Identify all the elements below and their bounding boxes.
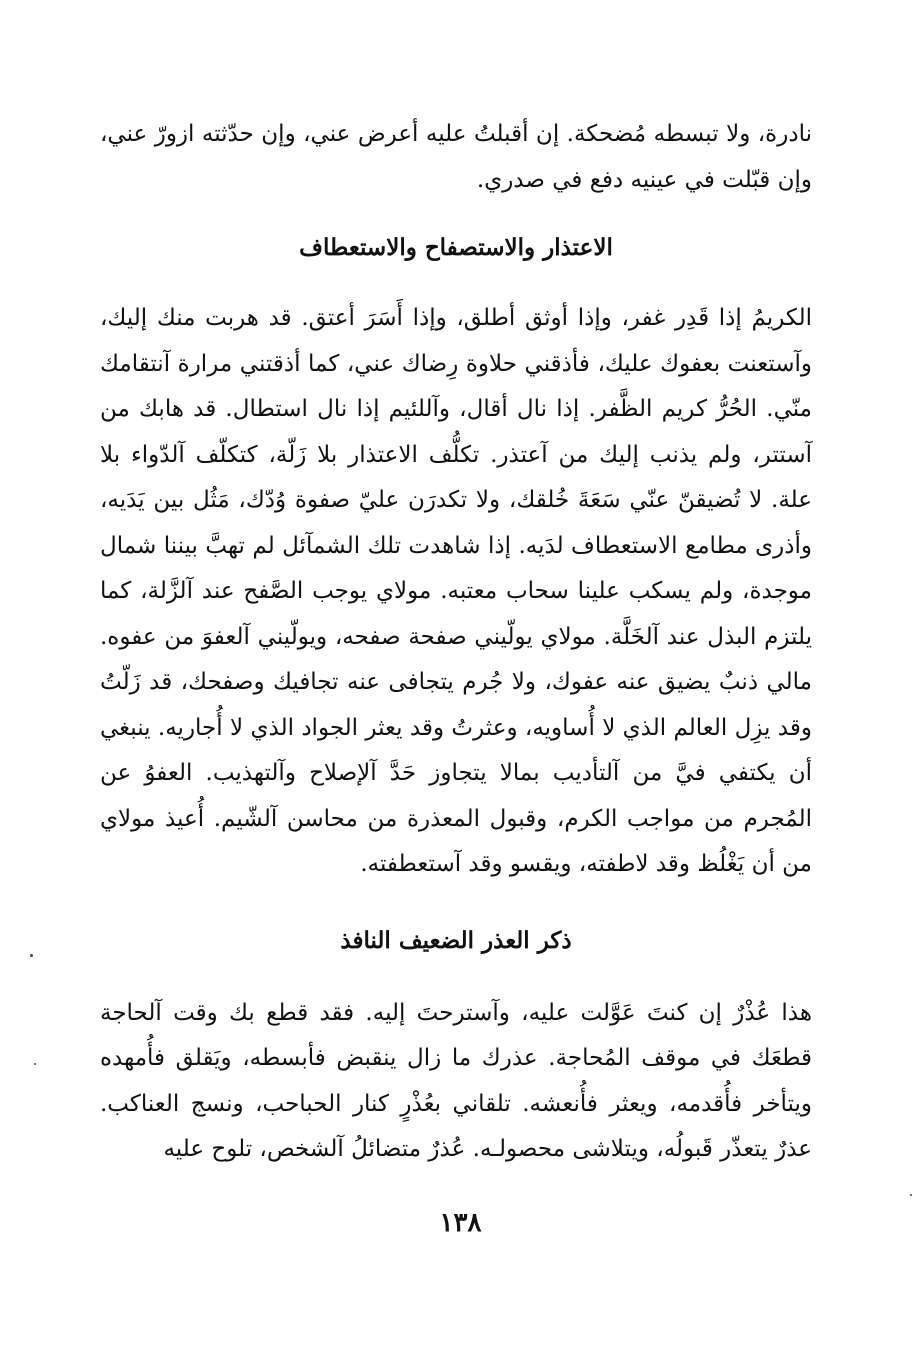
page-number: ١٣٨	[439, 1208, 482, 1238]
section-paragraph-apology: الكريمُ إذا قَدِر غفر، وإذا أوثق أطلق، وإذا أَسَرَ أعتق. قد هربت منك إليك، وآستعنت بعفوك عليك، فأذقني حلاوة رِضاك عني، كما أذقتني مرارة آنتقامك منّي. الحُرُّ كريم الظَّفر. إذا نال أقال، وآللئيم إذا نال استطال. قد هابك من آستتر، ولم يذنب إليك من آعتذر. تكلُّف الاعتذار بلا زَلّة، كتكلّف آلدّواء بلا علة. لا تُضيقنّ عنّي سَعَةَ خُلقك، ولا تكدرَن عليّ صفوة وُدّك، مَثُل بين يَدَيه، وأذرى مطامع الاستعطاف لدَيه. إذا شاهدت تلك الشمآئل لم تهبَّ بيننا شمال موجدة، ولم يسكب علينا سحاب معتبه. مولاي يوجب الصَّفح عند آلزَّلة، كما يلتزم البذل عند آلخَلَّة. مولاي يولّيني صفحة صفحه، ويولّيني آلعفوَ من عفوه. مالي ذنبٌ يضيق عنه عفوك، ولا جُرم يتجافى عنه تجافيك وصفحك، قد زَلّتُ وقد يزِل العالم الذي لا أُساويه، وعثرتُ وقد يعثر الجواد الذي لا أُجاريه. ينبغي أن يكتفي فيَّ من آلتأديب بمالا يتجاوز حَدَّ آلإصلاح وآلتهذيب. العفوُ عن المُجرم من مواجب الكرم، وقبول المعذرة من محاسن آلشّيم. أُعيذ مولاي من أن يَغْلُظ وقد لاطفته، ويقسو وقد آستعطفته.	[100, 305, 812, 877]
scan-speck	[30, 954, 33, 957]
scan-speck	[34, 1063, 36, 1065]
scan-speck	[910, 1194, 912, 1196]
section-heading-weak-excuse: ذكر العذر الضعيف النافذ	[340, 926, 572, 954]
section-paragraph-weak-excuse: هذا عُذْرٌ إن كنتَ عَوَّلت عليه، وآسترحتَ إليه. فقد قطع بك وقت آلحاجة قطعَك في موقف المُحاجة. عذرك ما زال ينقبض فأبسطه، ويَقلق فأُمهده ويتأخر فأُقدمه، ويعثر فأُنعشه. تلقاني بعُذْرٍ كنار الحباحب، ونسج العناكب. عذرٌ يتعذّر قَبولُه، ويتلاشى محصولـه. عُذرٌ متضائلُ آلشخص، تلوح عليه	[100, 999, 812, 1162]
book-page	[100, 112, 812, 1173]
section-heading-apology: الاعتذار والاستصفاح والاستعطاف	[299, 234, 613, 261]
intro-paragraph: نادرة، ولا تبسطه مُضحكة. إن أقبلتُ عليه أعرض عني، وإن حدّثته ازورّ عني، وإن قبّلت في عينيه دفع في صدري.	[100, 121, 812, 193]
